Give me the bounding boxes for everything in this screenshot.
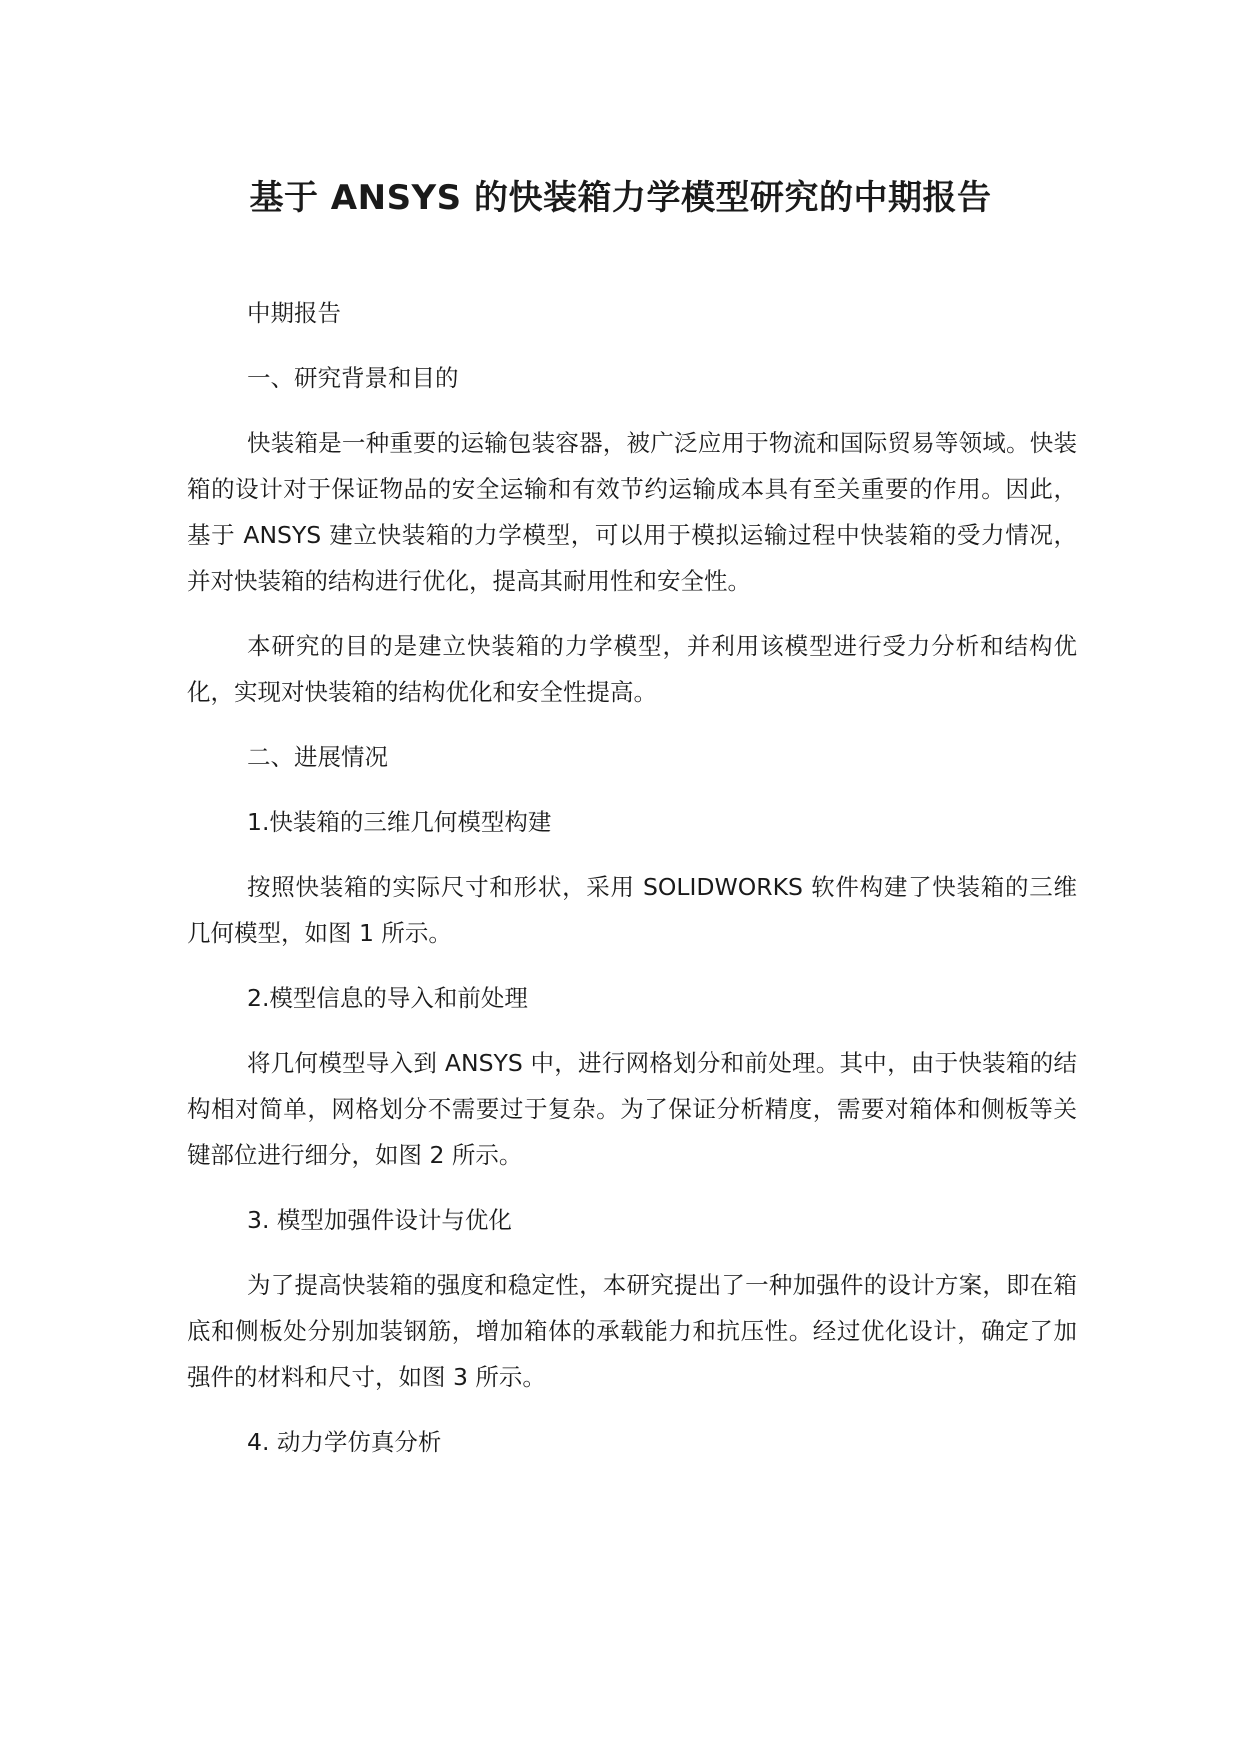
paragraph-background: 快装箱是一种重要的运输包装容器，被广泛应用于物流和国际贸易等领域。快装箱的设计对于保证物品的安全运输和有效节约运输成本具有至关重要的作用。因此，基于 ANSYS 建立快装箱的力学模型，可以用于模拟运输过程中快装箱的受力情况，并对快装箱的结构进行优化，提高其耐用性和安全性。 bbox=[187, 429, 1077, 595]
heading-subsection-3: 3. 模型加强件设计与优化 bbox=[247, 1206, 512, 1234]
paragraph-reinforcement: 为了提高快装箱的强度和稳定性，本研究提出了一种加强件的设计方案，即在箱底和侧板处分别加装钢筋，增加箱体的承载能力和抗压性。经过优化设计，确定了加强件的材料和尺寸，如图 3 所示。 bbox=[187, 1271, 1077, 1391]
heading-subsection-4: 4. 动力学仿真分析 bbox=[247, 1428, 442, 1456]
paragraph-purpose: 本研究的目的是建立快装箱的力学模型，并利用该模型进行受力分析和结构优化，实现对快装箱的结构优化和安全性提高。 bbox=[187, 632, 1077, 706]
heading-section-2: 二、进展情况 bbox=[247, 743, 388, 771]
document-body bbox=[187, 290, 1077, 1484]
paragraph-geometry-model: 按照快装箱的实际尺寸和形状，采用 SOLIDWORKS 软件构建了快装箱的三维几何模型，如图 1 所示。 bbox=[187, 873, 1077, 947]
paragraph-preprocessing: 将几何模型导入到 ANSYS 中，进行网格划分和前处理。其中，由于快装箱的结构相对简单，网格划分不需要过于复杂。为了保证分析精度，需要对箱体和侧板等关键部位进行细分，如图 2 所示。 bbox=[187, 1049, 1077, 1169]
heading-section-1: 一、研究背景和目的 bbox=[247, 364, 459, 392]
heading-subsection-2: 2.模型信息的导入和前处理 bbox=[247, 984, 528, 1012]
heading-subsection-1: 1.快装箱的三维几何模型构建 bbox=[247, 808, 552, 836]
heading-midterm-report: 中期报告 bbox=[247, 299, 341, 327]
document-title: 基于 ANSYS 的快装箱力学模型研究的中期报告 bbox=[249, 178, 992, 218]
